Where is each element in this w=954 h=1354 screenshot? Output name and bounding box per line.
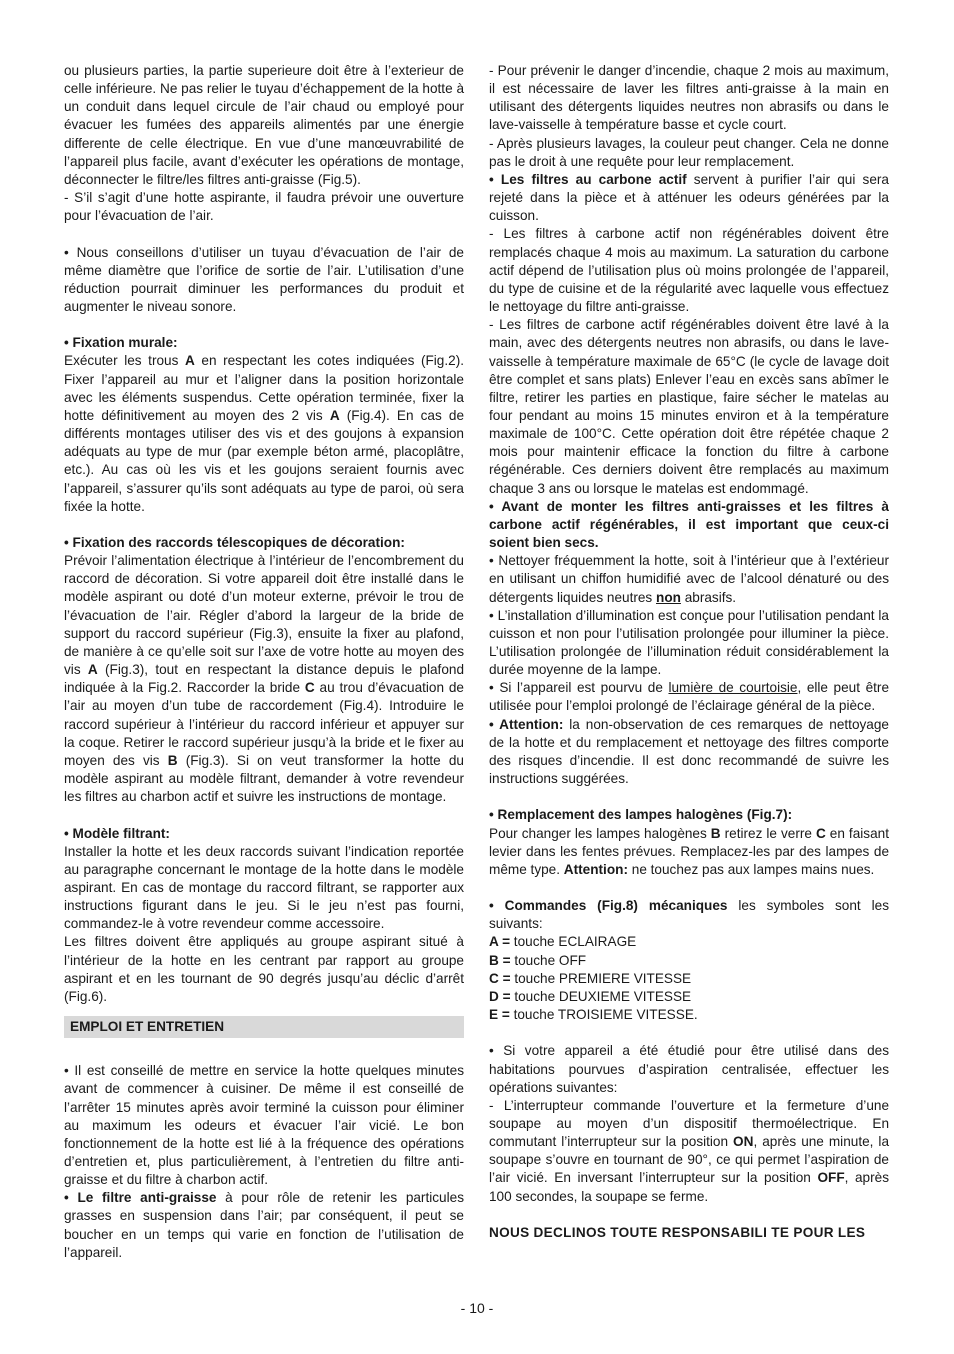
paragraph-attention: • Attention: la non-observation de ces remarques de nettoyage de la hotte et du remplacement et nettoyage des filtres comporte des risques d’incendie. Il est donc recommandé de suivre les instructions suggérées. [489, 716, 889, 787]
paragraph-fire-prevention: - Pour prévenir le danger d’incendie, chaque 2 mois au maximum, il est nécessaire de laver les filtres anti-graisse à la main en utilisant des détergents liquides neutres non abrasifs ou dans le lave-vaisselle à température basse et cycle court. [489, 63, 889, 133]
paragraph-disclaimer: NOUS DECLINOS TOUTE RESPONSABILI TE POUR LES [489, 1224, 866, 1240]
command-key-e: E = touche TROISIEME VITESSE. [489, 1007, 698, 1023]
paragraph-filters-application: Les filtres doivent être appliqués au groupe aspirant situé à l’intérieur de la hotte en les centrant par rapport au groupe aspirant et en les tournant de 90 degrés jusqu’au déclic d’arrêt (Fig.6). [64, 934, 464, 1004]
heading-halogen-lamps: • Remplacement des lampes halogènes (Fig.7): [489, 807, 793, 823]
paragraph-commands: • Commandes (Fig.8) mécaniques les symboles sont les suivants: [489, 898, 889, 932]
heading-filtering-model: • Modèle filtrant: [64, 825, 170, 841]
left-column [64, 62, 464, 1262]
paragraph-wall-mounting: Exécuter les trous A en respectant les cotes indiquées (Fig.2). Fixer l’appareil au mur et l’aligner dans la position horizontale avec les éléments suspendus. Cette opération terminée, fixer la hotte définitivement au moyen des 2 vis A (Fig.4). En cas de différents montages utiliser des vis et des goujons à expansion adéquats au type de mur (par exemple béton armé, placoplâtre, etc.). Au cas où les vis et les goujons seraient fournis avec l’appareil, s’assurer qu’ils sont adéquats au type de paroi, où sera fixée la hotte. [64, 353, 465, 514]
paragraph-non-regenerable: - Les filtres à carbone actif non régénérables doivent être remplacés chaque 4 mois au maximum. La saturation du carbone actif dépend de l’utilisation plus où moins prolongée de l’appareil, du type de cuisine et de la régularité avec laquelle vous effectuez le nettoyage du filtre anti-graisse. [489, 226, 889, 315]
command-key-c: C = touche PREMIERE VITESSE [489, 970, 692, 986]
paragraph-grease-filter: • Le filtre anti-graisse à pour rôle de retenir les particules grasses en suspension dans l’air; par conséquent, il peut se boucher en un temps qui varie en fonction de l’utilisation de l’appareil. [64, 1190, 464, 1260]
heading-wall-mounting: • Fixation murale: [64, 335, 178, 351]
paragraph-cleaning: • Nettoyer fréquemment la hotte, soit à l’intérieur que à l’extérieur en utilisant un chiffon humidifié avec de l’alcool dénaturé ou des détergents liquides neutres non abrasifs. [489, 553, 889, 605]
heading-telescopic-fittings: • Fixation des raccords télescopiques de décoration: [64, 535, 405, 551]
paragraph-filtering-model: Installer la hotte et les deux raccords suivant l’indication reportée au paragraphe concernant le montage de la hotte dans le modèle aspirant. En cas de montage du raccord filtrant, se rapporter aux instructions figurant dans le jeu. Si le jeu n’est pas fourni, commandez-le à votre revendeur comme accessoire. [64, 843, 464, 932]
command-key-d: D = touche DEUXIEME VITESSE [489, 988, 692, 1004]
command-key-b: B = touche OFF [489, 952, 587, 968]
paragraph-centralized-aspiration: • Si votre appareil a été étudié pour être utilisé dans des habitations pourvues d’aspiration centralisée, effectuer les opérations suivantes: [489, 1043, 889, 1095]
command-key-a: A = touche ECLAIRAGE [489, 934, 637, 950]
right-column [489, 62, 889, 1242]
paragraph-halogen-lamps: Pour changer les lampes halogènes B retirez le verre C en faisant levier dans les fentes prévues. Remplacez-les par des lampes de même type. Attention: ne touchez pas aux lampes mains nues. [489, 825, 889, 877]
paragraph-exhaust-pipe: • Nous conseillons d’utiliser un tuyau d’évacuation de l’air de même diamètre que l’orifice de sortie de l’air. L’utilisation d’une réduction pourrait diminuer les performances du produit et augmenter le niveau sonore. [64, 244, 464, 315]
paragraph-use-advice: • Il est conseillé de mettre en service la hotte quelques minutes avant de commencer à cuisiner. De même il est conseillé de l’arrêter 15 minutes après avoir terminé la cuisson pour éliminer au maximum les odeurs et évacuer l’air vicié. Le bon fonctionnement de la hotte est lié à la fréquence des opérations d’entretien et, plus particulièrement, à l’entretien du filtre anti-graisse et du filtre à charbon actif. [64, 1063, 464, 1188]
paragraph-courtesy-light: • Si l’appareil est pourvu de lumière de courtoisie, elle peut être utilisée pour l’emploi prolongé de l’éclairage général de la pièce. [489, 680, 889, 714]
paragraph-regenerable: - Les filtres de carbone actif régénérables doivent être lavé à la main, avec des détergents neutres non abrasifs, ou dans le lave-vaisselle à température maximale de 65°C (le cycle de lavage doit être complet et sans plats) Enlever l’eau en excès sans abîmer le filtre, retirer les parties en plastique, faire sécher le matelas au four pendant au moins 15 minutes environ et à la température maximale de 100°C. Cette opération doit être répétée chaque 2 mois pour maintenir efficace la fonction du filtre à carbone régénérable. Ces derniers doivent être remplacés au maximum chaque 3 ans ou lorsque le matelas est endommagé. [489, 317, 889, 496]
paragraph-telescopic-fittings: Prévoir l’alimentation électrique à l’intérieur de l’encombrement du raccord de décoration. Si votre appareil doit être installé dans le modèle aspirant ou doté d’un moteur externe, prévoir le trou de l’évacuation de l’air. Régler d’abord la largeur de la bride de support du raccord supérieur (Fig.3), ensuite la fixer au plafond, de manière à ce qu’elle soit sur l’axe de votre hotte au moyen des vis A (Fig.3), tout en respectant la distance depuis le plafond indiquée à la Fig.2. Raccorder la bride C au trou d’évacuation de l’air au moyen d’un tube de raccordement (Fig.4). Introduire le raccord supérieur à l’intérieur du raccord inférieur et appuyer sur la coque. Retirer le raccord supérieur jusqu’à la bride et le fixer au moyen des vis B (Fig.3). Si on veut transformer la hotte du modèle aspirant au modèle filtrant, demander à votre revendeur les filtres au charbon actif et suivre les instructions de montage. [64, 553, 465, 805]
paragraph-installation-continued: ou plusieurs parties, la partie superieure doit être à l’exterieur de celle inférieure. Ne pas relier le tuyau d’échappement de la hotte à un conduit dans lequel circule de l’air chaud ou employé pour évacuer les fumées des appareils alimentés par une énergie differente de celle électrique. En vue d’une manœuvrabilité de l’appareil plus facile, avant d’exécuter les opérations de montage, déconnecter le filtre/les filtres anti-graisse (Fig.5). [64, 63, 464, 187]
paragraph-carbon-filters: • Les filtres au carbone actif servent à purifier l’air qui sera rejeté dans la pièce et à atténuer les odeurs générées par la cuisson. [489, 171, 889, 224]
paragraph-color-change: - Après plusieurs lavages, la couleur peut changer. Cela ne donne pas le droit à une requête pour leur remplacement. [489, 135, 889, 169]
paragraph-dry-filters: • Avant de monter les filtres anti-graisses et les filtres à carbone actif régénérables, il est important que ceux-ci soient bien secs. [489, 498, 889, 551]
paragraph-switch-valve: - L’interrupteur commande l’ouverture et la fermeture d’une soupape au moyen d’un dispositif thermoélectrique. En commutant l’interrupteur sur la position ON, après une minute, la soupape s’ouvre en tournant de 90°, ce qui permet l’aspiration de l’air vicié. En inversant l’interrupteur sur la position OFF, après 100 secondes, la soupape se ferme. [489, 1097, 889, 1204]
page-number: - 10 - [460, 1300, 494, 1316]
paragraph-aspirating-opening: - S’il s’agit d’une hotte aspirante, il faudra prévoir une ouverture pour l’évacuation de l’air. [64, 190, 464, 224]
paragraph-lighting: • L’installation d’illumination est conçue pour l’utilisation pendant la cuisson et non pour l’utilisation prolongée pour illuminer la pièce. L’utilisation prolongée de l’illumination réduit considérablement la durée moyenne de la lampe. [489, 607, 889, 678]
section-heading-use-maintenance: EMPLOI ET ENTRETIEN [64, 1016, 464, 1038]
